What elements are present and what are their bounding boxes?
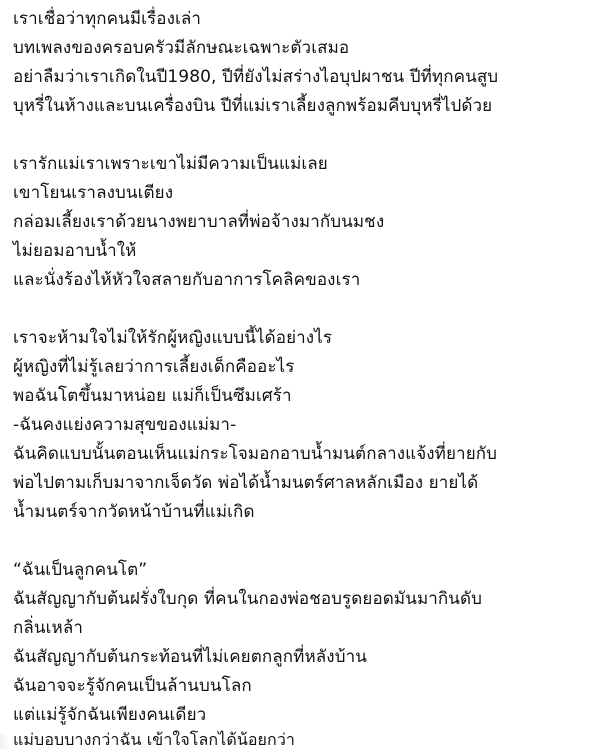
text-line: ฉันสัญญากับต้นฝรั่งใบกุด ที่คนในกองพ่อชอบรูดยอดมันมากินดับ [13,589,483,609]
text-line: พอฉันโตขึ้นมาหน่อย แม่ก็เป็นซึมเศร้า [13,386,292,406]
text-line: บุหรี่ในห้างและบนเครื่องบิน ปีที่แม่เราเลี้ยงลูกพร้อมคีบบุหรี่ไปด้วย [13,96,493,116]
text-line: อย่าลืมว่าเราเกิดในปี1980, ปีที่ยังไม่สร่างไอบุปผาชน ปีที่ทุกคนสูบ [13,67,499,87]
text-line: และนั่งร้องไห้หัวใจสลายกับอาการโคลิคของเรา [13,270,361,290]
text-line: เขาโยนเราลงบนเตียง [13,183,174,203]
text-line: กล่อมเลี้ยงเราด้วยนางพยาบาลที่พ่อจ้างมากับนมชง [13,212,385,232]
text-line: บทเพลงของครอบครัวมีลักษณะเฉพาะตัวเสมอ [13,38,350,58]
text-line: -ฉันคงแย่งความสุขของแม่มา- [13,415,237,435]
text-line: “ฉันเป็นลูกคนโต” [13,560,148,580]
text-line: ไม่ยอมอาบน้ำให้ [13,241,137,261]
text-line: เราจะห้ามใจไม่ให้รักผู้หญิงแบบนี้ได้อย่างไร [13,328,333,348]
text-line: พ่อไปตามเก็บมาจากเจ็ดวัด พ่อได้น้ำมนตร์ศาลหลักเมือง ยายได้ [13,473,479,493]
text-line: แต่แม่รู้จักฉันเพียงคนเดียว [13,705,207,725]
page-edge-shadow [0,734,10,749]
text-line: แม่บอบบางกว่าฉัน เข้าใจโลกได้น้อยกว่า [13,730,295,749]
text-line: เราเชื่อว่าทุกคนมีเรื่องเล่า [13,9,202,29]
text-line: ฉันสัญญากับต้นกระท้อนที่ไม่เคยตกลูกที่หลังบ้าน [13,647,367,667]
text-line: ฉันคิดแบบนั้นตอนเห็นแม่กระโจมอกอาบน้ำมนต์กลางแจ้งที่ยายกับ [13,444,498,464]
text-line: น้ำมนตร์จากวัดหน้าบ้านที่แม่เกิด [13,502,255,522]
text-line: ผู้หญิงที่ไม่รู้เลยว่าการเลี้ยงเด็กคืออะไร [13,357,295,377]
text-line: เรารักแม่เราเพราะเขาไม่มีความเป็นแม่เลย [13,154,328,174]
text-line: ฉันอาจจะรู้จักคนเป็นล้านบนโลก [13,676,252,696]
text-line: กลิ่นเหล้า [13,618,84,638]
